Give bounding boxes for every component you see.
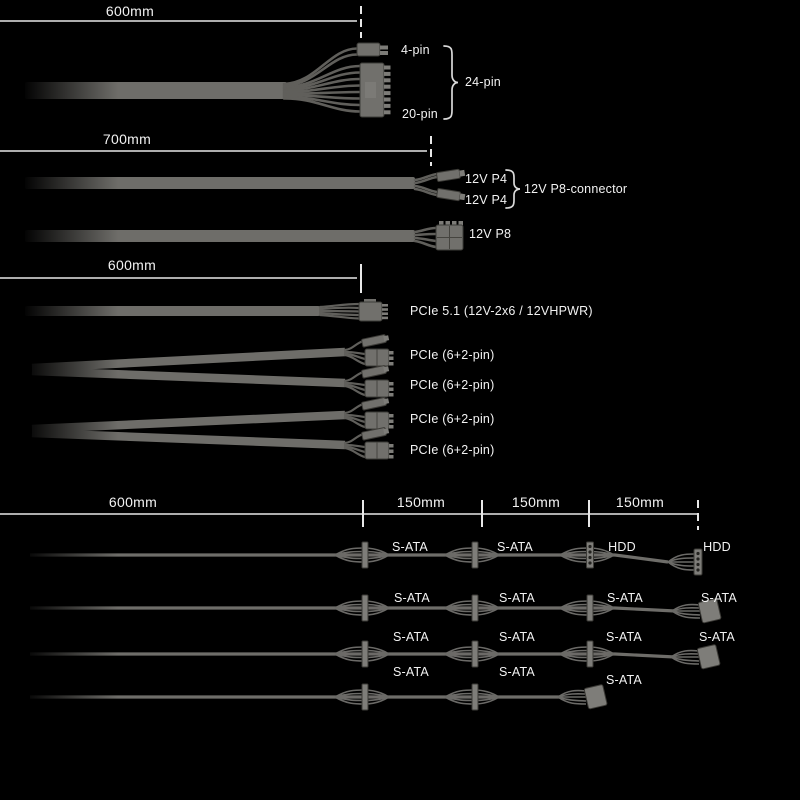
label-hdd-r1c4: HDD: [703, 540, 731, 554]
label-4pin: 4-pin: [401, 43, 430, 57]
pcie-cable-2: [32, 371, 345, 383]
label-pcie-6plus2-1: PCIe (6+2-pin): [410, 348, 495, 362]
cpu-p8-wires: [415, 228, 436, 247]
measurement-label-cpu: 700mm: [102, 131, 152, 147]
pcie-cable-group: [0, 264, 394, 459]
label-12v-p8-connector: 12V P8-connector: [524, 182, 628, 196]
measurement-label-sata-150-2: 150mm: [511, 494, 561, 510]
label-pcie-6plus2-2: PCIe (6+2-pin): [410, 378, 495, 392]
label-sata-r3c2: S-ATA: [499, 630, 535, 644]
label-sata-r4c3: S-ATA: [606, 673, 642, 687]
label-sata-r4c1: S-ATA: [393, 665, 429, 679]
sata-connector: [445, 684, 499, 710]
label-24pin: 24-pin: [465, 75, 501, 89]
pcie-cable-4: [32, 433, 345, 445]
label-12v-p4-bottom: 12V P4: [465, 193, 508, 207]
label-sata-r1c1: S-ATA: [392, 540, 428, 554]
pcie-cable-3: [32, 415, 345, 429]
sata-connector: [560, 641, 614, 667]
label-12v-p8: 12V P8: [469, 227, 512, 241]
brace-24pin: [444, 46, 458, 119]
pcie-6plus2-connector: [345, 397, 394, 429]
measurement-label-atx: 600mm: [105, 3, 155, 19]
pcie51-wires: [320, 304, 359, 319]
label-sata-r3c1: S-ATA: [393, 630, 429, 644]
atx-20pin-connector: [360, 63, 391, 117]
label-sata-r3c3: S-ATA: [606, 630, 642, 644]
label-sata-r3c4: S-ATA: [699, 630, 735, 644]
label-sata-r2c1: S-ATA: [394, 591, 430, 605]
label-hdd-r1c3: HDD: [608, 540, 636, 554]
measurement-label-pcie: 600mm: [107, 257, 157, 273]
pcie-cable-1: [32, 352, 345, 368]
pcie51-ribbon-cable: [25, 306, 320, 316]
label-sata-r1c2: S-ATA: [497, 540, 533, 554]
label-sata-r2c3: S-ATA: [607, 591, 643, 605]
atx-4pin-connector: [357, 43, 388, 56]
measurement-label-sata-600: 600mm: [108, 494, 158, 510]
pcie-6plus2-connector: [345, 334, 394, 366]
label-20pin: 20-pin: [402, 107, 438, 121]
sata-connector: [335, 684, 389, 710]
label-sata-r2c4: S-ATA: [701, 591, 737, 605]
pcie-6plus2-connector: [345, 365, 394, 397]
brace-p8-connector: [506, 170, 520, 208]
cpu-p4-connector-top: [436, 168, 465, 181]
label-sata-r2c2: S-ATA: [499, 591, 535, 605]
cpu-p4-connector-bottom: [437, 188, 466, 201]
atx-fanout-wires: [284, 49, 360, 112]
cpu-p4p4-wires: [415, 174, 437, 195]
label-pcie-6plus2-4: PCIe (6+2-pin): [410, 443, 495, 457]
pcie51-12vhpwr-connector: [359, 299, 388, 321]
sata-connector: [445, 641, 499, 667]
label-12v-p4-top: 12V P4: [465, 172, 508, 186]
cpu-p8-connector: [436, 221, 463, 250]
label-sata-r4c2: S-ATA: [499, 665, 535, 679]
sata-end-connector: [671, 644, 720, 669]
measurement-label-sata-150-1: 150mm: [396, 494, 446, 510]
measurement-label-sata-150-3: 150mm: [615, 494, 665, 510]
cpu-p8-ribbon-cable: [25, 230, 415, 242]
cpu-p4p4-ribbon-cable: [25, 177, 415, 189]
atx-cable-group: [0, 6, 458, 119]
sata-end-connector: [558, 684, 607, 709]
pcie-6plus2-connector: [345, 427, 394, 459]
sata-connector: [335, 641, 389, 667]
cpu-cable-group: [0, 136, 520, 250]
label-pcie-6plus2-3: PCIe (6+2-pin): [410, 412, 495, 426]
label-pcie51: PCIe 5.1 (12V-2x6 / 12VHPWR): [410, 304, 593, 318]
atx-ribbon-cable: [25, 82, 287, 99]
